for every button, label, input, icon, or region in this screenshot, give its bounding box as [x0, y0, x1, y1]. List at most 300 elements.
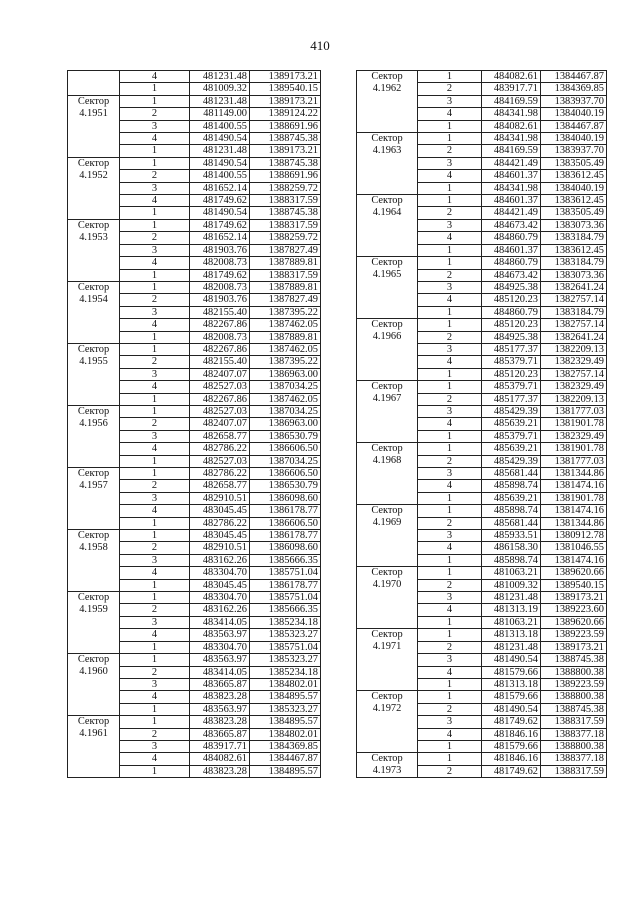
- y-coordinate-cell: 1384467.87: [541, 120, 607, 132]
- point-number-cell: 1: [120, 83, 190, 95]
- table-row: [68, 468, 321, 480]
- sector-word: Сектор: [77, 654, 110, 666]
- x-coordinate-cell: 481579.66: [482, 666, 541, 678]
- y-coordinate-cell: 1381474.16: [541, 505, 607, 517]
- y-coordinate-cell: 1386178.77: [250, 530, 321, 542]
- x-coordinate-cell: 485898.74: [482, 480, 541, 492]
- sector-word: Сектор: [77, 530, 110, 542]
- sector-label: [357, 133, 418, 195]
- x-coordinate-cell: 481903.76: [190, 294, 250, 306]
- table-row: [68, 654, 321, 666]
- table-row: [357, 195, 607, 207]
- point-number-cell: 1: [418, 182, 482, 194]
- x-coordinate-cell: 483304.70: [190, 567, 250, 579]
- point-number-cell: 1: [418, 629, 482, 641]
- x-coordinate-cell: 485120.23: [482, 319, 541, 331]
- x-coordinate-cell: 482527.03: [190, 381, 250, 393]
- x-coordinate-cell: 482786.22: [190, 468, 250, 480]
- x-coordinate-cell: 481903.76: [190, 244, 250, 256]
- point-number-cell: 4: [120, 71, 190, 83]
- point-number-cell: 1: [418, 567, 482, 579]
- sector-label: [68, 95, 120, 157]
- x-coordinate-cell: 482155.40: [190, 306, 250, 318]
- point-number-cell: 1: [120, 281, 190, 293]
- y-coordinate-cell: 1383505.49: [541, 157, 607, 169]
- point-number-cell: 1: [418, 616, 482, 628]
- x-coordinate-cell: 484673.42: [482, 269, 541, 281]
- y-coordinate-cell: 1384895.57: [250, 716, 321, 728]
- point-number-cell: 1: [120, 331, 190, 343]
- y-coordinate-cell: 1387462.05: [250, 343, 321, 355]
- point-number-cell: 1: [120, 157, 190, 169]
- point-number-cell: 2: [120, 232, 190, 244]
- sector-word: Сектор: [77, 468, 110, 479]
- sector-word: Сектор: [371, 505, 403, 517]
- sector-label: [357, 505, 418, 567]
- y-coordinate-cell: 1388317.59: [250, 269, 321, 281]
- point-number-cell: 1: [418, 678, 482, 690]
- sector-label: [68, 405, 120, 467]
- y-coordinate-cell: 1381901.78: [541, 492, 607, 504]
- x-coordinate-cell: 483304.70: [190, 592, 250, 604]
- point-number-cell: 4: [418, 356, 482, 368]
- table-row: [68, 716, 321, 728]
- y-coordinate-cell: 1386606.50: [250, 443, 321, 455]
- x-coordinate-cell: 481313.19: [482, 604, 541, 616]
- point-number-cell: 3: [418, 530, 482, 542]
- x-coordinate-cell: 481749.62: [482, 716, 541, 728]
- table-row: [357, 443, 607, 455]
- y-coordinate-cell: 1384369.85: [250, 740, 321, 752]
- x-coordinate-cell: 482527.03: [190, 455, 250, 467]
- sector-label: [357, 71, 418, 133]
- y-coordinate-cell: 1383612.45: [541, 195, 607, 207]
- y-coordinate-cell: 1382757.14: [541, 319, 607, 331]
- x-coordinate-cell: 484601.37: [482, 170, 541, 182]
- y-coordinate-cell: 1388745.38: [541, 703, 607, 715]
- x-coordinate-cell: 481231.48: [190, 71, 250, 83]
- point-number-cell: 1: [120, 530, 190, 542]
- point-number-cell: 4: [418, 666, 482, 678]
- x-coordinate-cell: 483917.71: [482, 83, 541, 95]
- table-row: [68, 343, 321, 355]
- x-coordinate-cell: 485639.21: [482, 492, 541, 504]
- table-row: [68, 219, 321, 231]
- sector-number: 4.1965: [372, 269, 402, 281]
- point-number-cell: 4: [120, 195, 190, 207]
- sector-word: Сектор: [371, 753, 403, 765]
- y-coordinate-cell: 1389223.59: [541, 629, 607, 641]
- table-row: [68, 405, 321, 417]
- y-coordinate-cell: 1385751.04: [250, 592, 321, 604]
- point-number-cell: 4: [418, 418, 482, 430]
- x-coordinate-cell: 483823.28: [190, 716, 250, 728]
- point-number-cell: 3: [418, 405, 482, 417]
- y-coordinate-cell: 1387827.49: [250, 294, 321, 306]
- point-number-cell: 3: [120, 430, 190, 442]
- point-number-cell: 4: [120, 753, 190, 765]
- y-coordinate-cell: 1387395.22: [250, 306, 321, 318]
- x-coordinate-cell: 482008.73: [190, 331, 250, 343]
- x-coordinate-cell: 485933.51: [482, 530, 541, 542]
- point-number-cell: 2: [418, 145, 482, 157]
- point-number-cell: 1: [120, 517, 190, 529]
- x-coordinate-cell: 485639.21: [482, 418, 541, 430]
- y-coordinate-cell: 1385751.04: [250, 567, 321, 579]
- sector-label: [68, 219, 120, 281]
- table-row: [357, 753, 607, 766]
- y-coordinate-cell: 1383184.79: [541, 306, 607, 318]
- y-coordinate-cell: 1383937.70: [541, 145, 607, 157]
- x-coordinate-cell: 483304.70: [190, 641, 250, 653]
- y-coordinate-cell: 1384802.01: [250, 678, 321, 690]
- point-number-cell: 3: [418, 654, 482, 666]
- x-coordinate-cell: 481400.55: [190, 120, 250, 132]
- point-number-cell: 3: [120, 368, 190, 380]
- sector-label: [68, 157, 120, 219]
- point-number-cell: 1: [120, 343, 190, 355]
- y-coordinate-cell: 1383184.79: [541, 257, 607, 269]
- sector-number: 4.1953: [79, 231, 108, 243]
- sector-word: Сектор: [371, 133, 403, 145]
- sector-number: 4.1963: [372, 145, 402, 157]
- sector-number: 4.1969: [372, 517, 402, 529]
- x-coordinate-cell: 481231.48: [482, 641, 541, 653]
- point-number-cell: 1: [418, 753, 482, 766]
- table-row: [357, 257, 607, 269]
- x-coordinate-cell: 481652.14: [190, 232, 250, 244]
- point-number-cell: 2: [418, 765, 482, 778]
- y-coordinate-cell: 1383184.79: [541, 232, 607, 244]
- sector-word: Сектор: [371, 443, 403, 455]
- y-coordinate-cell: 1389173.21: [541, 641, 607, 653]
- x-coordinate-cell: 485681.44: [482, 517, 541, 529]
- sector-number: 4.1964: [372, 207, 402, 219]
- y-coordinate-cell: 1385234.18: [250, 666, 321, 678]
- y-coordinate-cell: 1385666.35: [250, 604, 321, 616]
- x-coordinate-cell: 484169.59: [482, 145, 541, 157]
- x-coordinate-cell: 484421.49: [482, 157, 541, 169]
- x-coordinate-cell: 484082.61: [190, 753, 250, 765]
- y-coordinate-cell: 1388745.38: [250, 157, 321, 169]
- x-coordinate-cell: 481749.62: [190, 269, 250, 281]
- point-number-cell: 1: [120, 654, 190, 666]
- point-number-cell: 1: [418, 195, 482, 207]
- sector-number: 4.1954: [79, 293, 108, 305]
- y-coordinate-cell: 1384040.19: [541, 182, 607, 194]
- x-coordinate-cell: 484601.37: [482, 244, 541, 256]
- x-coordinate-cell: 485120.23: [482, 368, 541, 380]
- y-coordinate-cell: 1387889.81: [250, 331, 321, 343]
- y-coordinate-cell: 1389540.15: [541, 579, 607, 591]
- y-coordinate-cell: 1389540.15: [250, 83, 321, 95]
- point-number-cell: 4: [418, 294, 482, 306]
- y-coordinate-cell: 1388800.38: [541, 740, 607, 752]
- point-number-cell: 1: [120, 219, 190, 231]
- x-coordinate-cell: 483162.26: [190, 604, 250, 616]
- sector-word: Сектор: [371, 381, 403, 393]
- y-coordinate-cell: 1382757.14: [541, 368, 607, 380]
- x-coordinate-cell: 484082.61: [482, 71, 541, 83]
- x-coordinate-cell: 485120.23: [482, 294, 541, 306]
- table-row: [357, 71, 607, 83]
- point-number-cell: 1: [418, 554, 482, 566]
- point-number-cell: 1: [418, 244, 482, 256]
- x-coordinate-cell: 482267.86: [190, 393, 250, 405]
- x-coordinate-cell: 481063.21: [482, 567, 541, 579]
- sector-label: [357, 381, 418, 443]
- point-number-cell: 2: [120, 542, 190, 554]
- sector-number: 4.1955: [79, 355, 108, 367]
- point-number-cell: 2: [120, 418, 190, 430]
- x-coordinate-cell: 484860.79: [482, 306, 541, 318]
- y-coordinate-cell: 1387889.81: [250, 257, 321, 269]
- sector-label: [68, 281, 120, 343]
- y-coordinate-cell: 1384802.01: [250, 728, 321, 740]
- y-coordinate-cell: 1389173.21: [250, 71, 321, 83]
- table-row: [68, 530, 321, 542]
- table-row: [357, 381, 607, 393]
- point-number-cell: 3: [120, 120, 190, 132]
- x-coordinate-cell: 484169.59: [482, 95, 541, 107]
- x-coordinate-cell: 482527.03: [190, 405, 250, 417]
- table-row: [357, 505, 607, 517]
- point-number-cell: 1: [418, 691, 482, 703]
- point-number-cell: 1: [418, 740, 482, 752]
- sector-word: Сектор: [371, 257, 403, 269]
- y-coordinate-cell: 1388800.38: [541, 691, 607, 703]
- sector-label: [68, 468, 120, 530]
- point-number-cell: 3: [120, 306, 190, 318]
- sector-word: Сектор: [77, 716, 110, 728]
- point-number-cell: 3: [120, 244, 190, 256]
- y-coordinate-cell: 1389124.22: [250, 108, 321, 120]
- y-coordinate-cell: 1387462.05: [250, 393, 321, 405]
- x-coordinate-cell: 485379.71: [482, 381, 541, 393]
- point-number-cell: 4: [418, 232, 482, 244]
- y-coordinate-cell: 1384467.87: [250, 753, 321, 765]
- point-number-cell: 3: [120, 616, 190, 628]
- x-coordinate-cell: 481313.18: [482, 629, 541, 641]
- y-coordinate-cell: 1386178.77: [250, 579, 321, 591]
- table-row: [357, 691, 607, 703]
- x-coordinate-cell: 483162.26: [190, 554, 250, 566]
- point-number-cell: 1: [418, 133, 482, 145]
- sector-word: Сектор: [371, 691, 403, 703]
- x-coordinate-cell: 481490.54: [482, 654, 541, 666]
- point-number-cell: 3: [120, 554, 190, 566]
- x-coordinate-cell: 483823.28: [190, 691, 250, 703]
- y-coordinate-cell: 1387034.25: [250, 381, 321, 393]
- point-number-cell: 4: [418, 604, 482, 616]
- y-coordinate-cell: 1384895.57: [250, 765, 321, 777]
- point-number-cell: 2: [418, 703, 482, 715]
- x-coordinate-cell: 482267.86: [190, 343, 250, 355]
- point-number-cell: 4: [418, 728, 482, 740]
- y-coordinate-cell: 1383073.36: [541, 269, 607, 281]
- sector-number: 4.1970: [372, 579, 402, 591]
- y-coordinate-cell: 1385323.27: [250, 654, 321, 666]
- y-coordinate-cell: 1381901.78: [541, 418, 607, 430]
- sector-label: [357, 567, 418, 629]
- y-coordinate-cell: 1381901.78: [541, 443, 607, 455]
- y-coordinate-cell: 1388317.59: [541, 716, 607, 728]
- table-row: [357, 319, 607, 331]
- point-number-cell: 1: [120, 405, 190, 417]
- x-coordinate-cell: 482786.22: [190, 443, 250, 455]
- x-coordinate-cell: 482910.51: [190, 542, 250, 554]
- point-number-cell: 1: [120, 269, 190, 281]
- sector-number: 4.1966: [372, 331, 402, 343]
- x-coordinate-cell: 485429.39: [482, 455, 541, 467]
- y-coordinate-cell: 1386606.50: [250, 517, 321, 529]
- point-number-cell: 1: [418, 71, 482, 83]
- x-coordinate-cell: 482658.77: [190, 480, 250, 492]
- table-row: [68, 71, 321, 83]
- sector-label: [68, 716, 120, 778]
- y-coordinate-cell: 1387034.25: [250, 455, 321, 467]
- point-number-cell: 2: [418, 517, 482, 529]
- x-coordinate-cell: 485379.71: [482, 356, 541, 368]
- x-coordinate-cell: 484341.98: [482, 182, 541, 194]
- point-number-cell: 1: [120, 579, 190, 591]
- x-coordinate-cell: 484925.38: [482, 331, 541, 343]
- y-coordinate-cell: 1381046.55: [541, 542, 607, 554]
- x-coordinate-cell: 483665.87: [190, 728, 250, 740]
- x-coordinate-cell: 485898.74: [482, 554, 541, 566]
- x-coordinate-cell: 481846.16: [482, 753, 541, 766]
- sector-number: 4.1972: [372, 703, 402, 715]
- x-coordinate-cell: 481231.48: [482, 592, 541, 604]
- y-coordinate-cell: 1381474.16: [541, 480, 607, 492]
- y-coordinate-cell: 1388317.59: [541, 765, 607, 778]
- sector-label: [357, 691, 418, 753]
- y-coordinate-cell: 1387034.25: [250, 405, 321, 417]
- x-coordinate-cell: 481063.21: [482, 616, 541, 628]
- point-number-cell: 4: [120, 691, 190, 703]
- sector-word: Сектор: [371, 567, 403, 579]
- y-coordinate-cell: 1382329.49: [541, 430, 607, 442]
- point-number-cell: 2: [418, 455, 482, 467]
- x-coordinate-cell: 482786.22: [190, 517, 250, 529]
- point-number-cell: 2: [418, 269, 482, 281]
- point-number-cell: 4: [120, 505, 190, 517]
- sector-label: [357, 319, 418, 381]
- y-coordinate-cell: 1383612.45: [541, 244, 607, 256]
- x-coordinate-cell: 486158.30: [482, 542, 541, 554]
- point-number-cell: 1: [120, 641, 190, 653]
- table-row: [68, 281, 321, 293]
- table-row: [357, 567, 607, 579]
- x-coordinate-cell: 484860.79: [482, 257, 541, 269]
- y-coordinate-cell: 1386178.77: [250, 505, 321, 517]
- point-number-cell: 3: [418, 343, 482, 355]
- y-coordinate-cell: 1381777.03: [541, 455, 607, 467]
- point-number-cell: 2: [120, 170, 190, 182]
- point-number-cell: 2: [120, 356, 190, 368]
- x-coordinate-cell: 484925.38: [482, 281, 541, 293]
- x-coordinate-cell: 485681.44: [482, 468, 541, 480]
- table-row: [357, 629, 607, 641]
- x-coordinate-cell: 485898.74: [482, 505, 541, 517]
- x-coordinate-cell: 482407.07: [190, 368, 250, 380]
- point-number-cell: 1: [418, 257, 482, 269]
- y-coordinate-cell: 1382209.13: [541, 393, 607, 405]
- sector-number: 4.1958: [79, 542, 108, 554]
- y-coordinate-cell: 1384895.57: [250, 691, 321, 703]
- point-number-cell: 4: [418, 170, 482, 182]
- y-coordinate-cell: 1383937.70: [541, 95, 607, 107]
- x-coordinate-cell: 482008.73: [190, 281, 250, 293]
- x-coordinate-cell: 485429.39: [482, 405, 541, 417]
- x-coordinate-cell: 481313.18: [482, 678, 541, 690]
- y-coordinate-cell: 1382757.14: [541, 294, 607, 306]
- y-coordinate-cell: 1381474.16: [541, 554, 607, 566]
- y-coordinate-cell: 1386963.00: [250, 418, 321, 430]
- sector-label: [68, 343, 120, 405]
- y-coordinate-cell: 1387827.49: [250, 244, 321, 256]
- x-coordinate-cell: 485639.21: [482, 443, 541, 455]
- y-coordinate-cell: 1387395.22: [250, 356, 321, 368]
- x-coordinate-cell: 481579.66: [482, 691, 541, 703]
- x-coordinate-cell: 484860.79: [482, 232, 541, 244]
- y-coordinate-cell: 1383505.49: [541, 207, 607, 219]
- table-row: [357, 133, 607, 145]
- point-number-cell: 3: [120, 492, 190, 504]
- point-number-cell: 2: [120, 728, 190, 740]
- point-number-cell: 3: [418, 219, 482, 231]
- y-coordinate-cell: 1386963.00: [250, 368, 321, 380]
- y-coordinate-cell: 1382641.24: [541, 281, 607, 293]
- sector-label: [357, 257, 418, 319]
- y-coordinate-cell: 1385666.35: [250, 554, 321, 566]
- y-coordinate-cell: 1385323.27: [250, 703, 321, 715]
- coordinates-table-left: [67, 70, 321, 778]
- coordinates-table-right: [356, 70, 607, 778]
- point-number-cell: 3: [418, 281, 482, 293]
- x-coordinate-cell: 483045.45: [190, 530, 250, 542]
- y-coordinate-cell: 1387462.05: [250, 319, 321, 331]
- point-number-cell: 1: [418, 120, 482, 132]
- sector-number: 4.1973: [372, 765, 402, 777]
- y-coordinate-cell: 1381344.86: [541, 517, 607, 529]
- x-coordinate-cell: 483563.97: [190, 703, 250, 715]
- sector-number: 4.1952: [79, 169, 108, 181]
- point-number-cell: 4: [120, 133, 190, 145]
- y-coordinate-cell: 1385234.18: [250, 616, 321, 628]
- point-number-cell: 3: [418, 157, 482, 169]
- y-coordinate-cell: 1388317.59: [250, 219, 321, 231]
- point-number-cell: 4: [120, 257, 190, 269]
- x-coordinate-cell: 481490.54: [190, 157, 250, 169]
- table-row: [68, 592, 321, 604]
- sector-word: Сектор: [77, 95, 110, 107]
- x-coordinate-cell: 483045.45: [190, 505, 250, 517]
- x-coordinate-cell: 481400.55: [190, 170, 250, 182]
- sector-word: Сектор: [77, 405, 110, 417]
- x-coordinate-cell: 481846.16: [482, 728, 541, 740]
- y-coordinate-cell: 1381344.86: [541, 468, 607, 480]
- x-coordinate-cell: 484673.42: [482, 219, 541, 231]
- x-coordinate-cell: 481009.32: [190, 83, 250, 95]
- y-coordinate-cell: 1384040.19: [541, 133, 607, 145]
- point-number-cell: 2: [120, 666, 190, 678]
- y-coordinate-cell: 1384040.19: [541, 108, 607, 120]
- point-number-cell: 1: [120, 393, 190, 405]
- y-coordinate-cell: 1386098.60: [250, 542, 321, 554]
- y-coordinate-cell: 1386530.79: [250, 430, 321, 442]
- x-coordinate-cell: 483823.28: [190, 765, 250, 777]
